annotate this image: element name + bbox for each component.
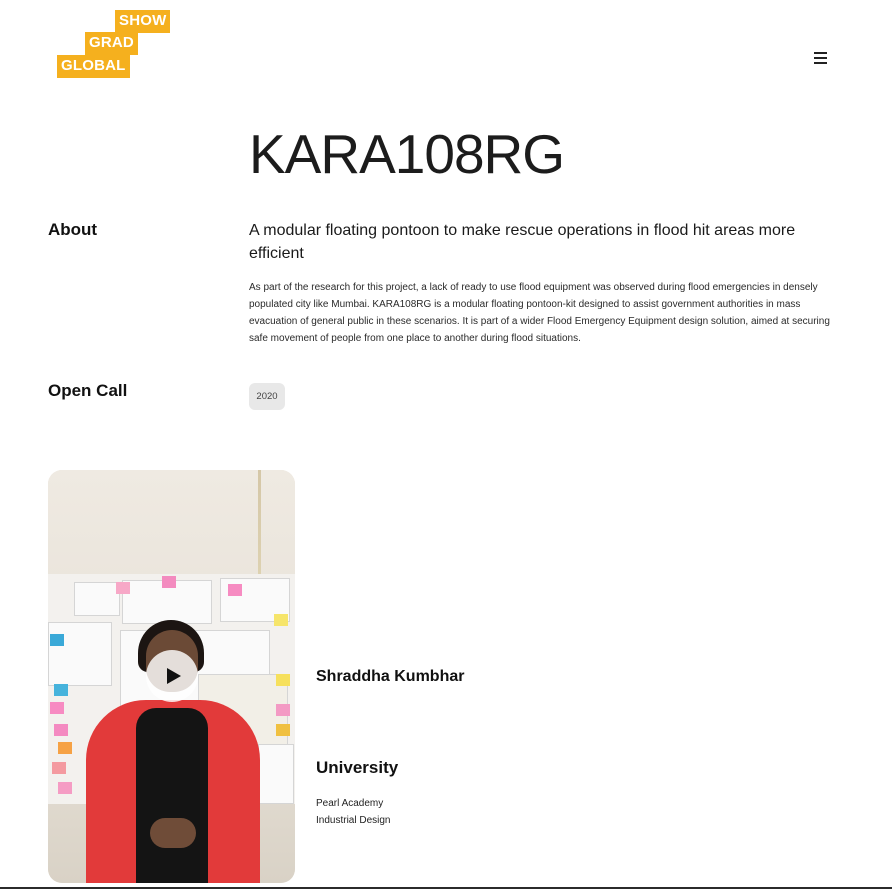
open-call-year-tag[interactable]: 2020 [249,383,285,410]
site-logo[interactable] [57,10,180,78]
program-name: Industrial Design [316,815,391,826]
wall-crack [258,470,261,580]
about-label: About [48,220,98,239]
university-name: Pearl Academy [316,798,384,809]
project-title: KARA108RG [249,123,565,185]
play-icon[interactable] [146,650,198,702]
student-name: Shraddha Kumbhar [316,668,465,685]
person-top [136,708,208,883]
person-hands [150,818,196,848]
bottom-divider [0,887,892,889]
about-body: As part of the research for this project, a lack of ready to use flood equipment was observed during flood emergencies in densely populated city like Mumbai. KARA108RG is a modular floating pontoon-kit designed to assist government authorities in mass evacuation of general public in these scenarios. It is part of a wider Flood Emergency Equipment design solution, aimed at securing safe movement of people from one place to another during flood situations. [249,282,830,344]
about-headline: A modular floating pontoon to make rescue operations in flood hit areas more efficient [249,222,796,262]
open-call-label: Open Call [48,381,128,400]
hamburger-menu-icon[interactable] [812,50,830,66]
student-video[interactable] [48,470,295,883]
logo-global-text: GLOBAL [57,55,130,78]
logo-show-text: SHOW [115,10,170,33]
logo-grad-text: GRAD [85,32,138,55]
university-label: University [316,758,399,777]
